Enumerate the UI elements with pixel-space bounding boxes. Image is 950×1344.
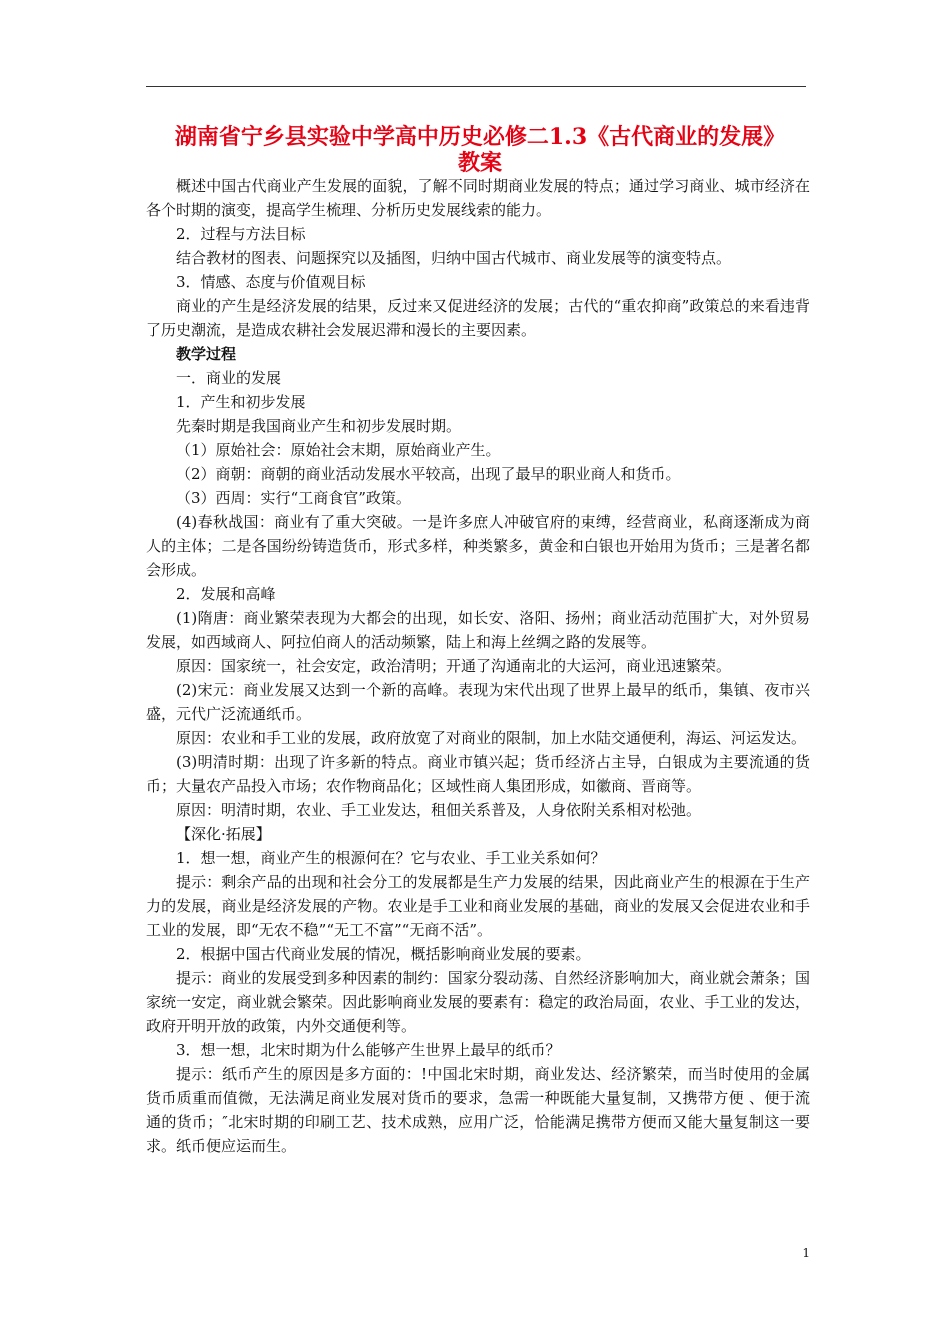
paragraph: 原因：明清时期，农业、手工业发达，租佃关系普及，人身依附关系相对松弛。 xyxy=(176,801,702,819)
paragraph: 结合教材的图表、问题探究以及插图，归纳中国古代城市、商业发展等的演变特点。 xyxy=(176,249,732,267)
document-title xyxy=(140,124,820,176)
question: 1．想一想，商业产生的根源何在？它与农业、手工业关系如何？ xyxy=(176,849,606,867)
paragraph: （3）西周：实行“工商食官”政策。 xyxy=(176,489,411,507)
teaching-process-heading: 教学过程 xyxy=(176,345,237,363)
title-line-1: 湖南省宁乡县实验中学高中历史必修二1.3《古代商业的发展》 xyxy=(174,124,786,150)
paragraph: 原因：农业和手工业的发展，政府放宽了对商业的限制，加上水陆交通便利，海运、河运发达。 xyxy=(176,729,807,747)
paragraph: (3)明清时期：出现了许多新的特点。商业市镇兴起；货币经济占主导，白银成为主要流通的货币；大量农产品投入市场；农作物商品化；区域性商人集团形成，如徽商、晋商等。 xyxy=(146,753,810,795)
paragraph: （1）原始社会：原始社会末期，原始商业产生。 xyxy=(176,441,501,459)
header-rule xyxy=(146,86,806,87)
section-heading: 3．情感、态度与价值观目标 xyxy=(176,273,366,291)
section-heading: 一．商业的发展 xyxy=(176,369,282,387)
subsection-heading: 1．产生和初步发展 xyxy=(176,393,306,411)
paragraph: 概述中国古代商业产生发展的面貌，了解不同时期商业发展的特点；通过学习商业、城市经济在各个时期的演变，提高学生梳理、分析历史发展线索的能力。 xyxy=(146,177,810,219)
paragraph: (4)春秋战国：商业有了重大突破。一是许多庶人冲破官府的束缚，经营商业，私商逐渐成为商人的主体；二是各国纷纷铸造货币，形式多样，种类繁多，黄金和白银也开始用为货币；三是著名都会形成。 xyxy=(146,513,810,579)
hint: 提示：纸币产生的原因是多方面的：!中国北宋时期，商业发达、经济繁荣，而当时使用的金属货币质重而值微，无法满足商业发展对货币的要求，急需一种既能大量复制，又携带方便 、便于流通的货币；″北宋时期的印刷工艺、技术成熟，应用广泛，恰能满足携带方便而又能大量复制这一要求。纸币便应运而生。 xyxy=(146,1065,810,1155)
subsection-heading: 2．发展和高峰 xyxy=(176,585,276,603)
paragraph: 原因：国家统一，社会安定，政治清明；开通了沟通南北的大运河，商业迅速繁荣。 xyxy=(176,657,732,675)
document-body xyxy=(146,174,810,1158)
question: 2．根据中国古代商业发展的情况，概括影响商业发展的要素。 xyxy=(176,945,591,963)
paragraph: 商业的产生是经济发展的结果，反过来又促进经济的发展；古代的“重农抑商”政策总的来看违背了历史潮流，是造成农耕社会发展迟滞和漫长的主要因素。 xyxy=(146,297,810,339)
page-number: 1 xyxy=(802,1246,810,1260)
paragraph: （2）商朝：商朝的商业活动发展水平较高，出现了最早的职业商人和货币。 xyxy=(176,465,681,483)
extension-heading: 【深化·拓展】 xyxy=(176,825,271,843)
paragraph: (2)宋元：商业发展又达到一个新的高峰。表现为宋代出现了世界上最早的纸币，集镇、夜市兴盛，元代广泛流通纸币。 xyxy=(146,681,810,723)
question: 3．想一想，北宋时期为什么能够产生世界上最早的纸币？ xyxy=(176,1041,561,1059)
title-line-2: 教案 xyxy=(457,150,502,176)
hint: 提示：商业的发展受到多种因素的制约：国家分裂动荡、自然经济影响加大，商业就会萧条；国家统一安定，商业就会繁荣。因此影响商业发展的要素有：稳定的政治局面，农业、手工业的发达，政府开明开放的政策，内外交通便利等。 xyxy=(146,969,810,1035)
section-heading: 2．过程与方法目标 xyxy=(176,225,306,243)
paragraph: (1)隋唐：商业繁荣表现为大都会的出现，如长安、洛阳、扬州；商业活动范围扩大，对外贸易发展，如西域商人、阿拉伯商人的活动频繁，陆上和海上丝绸之路的发展等。 xyxy=(146,609,810,651)
hint: 提示：剩余产品的出现和社会分工的发展都是生产力发展的结果，因此商业产生的根源在于生产力的发展，商业是经济发展的产物。农业是手工业和商业发展的基础，商业的发展又会促进农业和手工业的发展，即“无农不稳”“无工不富”“无商不活”。 xyxy=(146,873,810,939)
paragraph: 先秦时期是我国商业产生和初步发展时期。 xyxy=(176,417,462,435)
